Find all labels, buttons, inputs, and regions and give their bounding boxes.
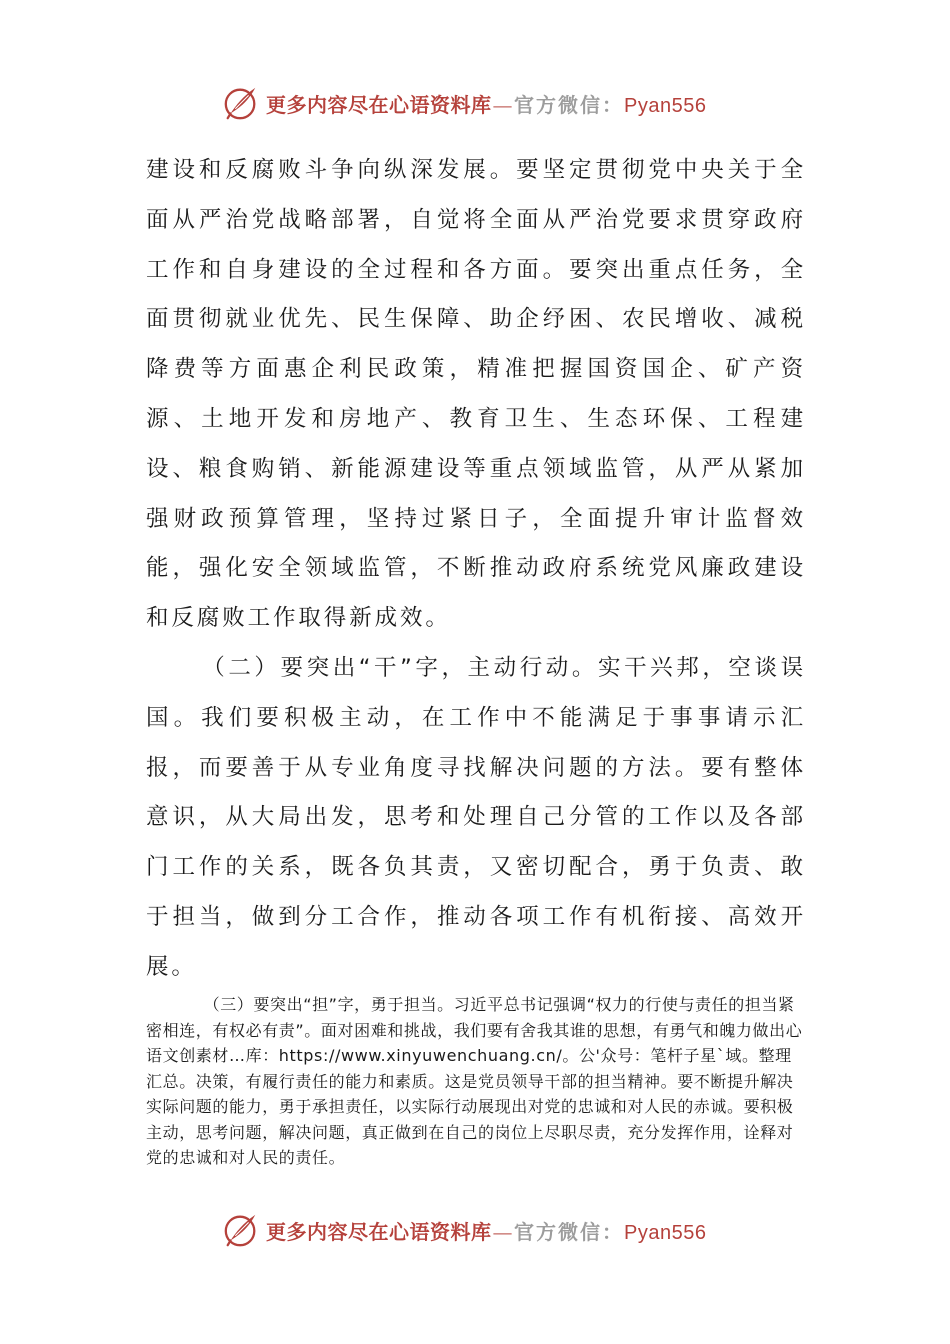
header-banner [222, 83, 722, 123]
official-label: 官方微信： [514, 92, 624, 117]
document-body [146, 146, 806, 993]
footer-banner [222, 1210, 722, 1250]
quill-pen-logo-icon [222, 84, 260, 122]
footer-text [266, 1216, 706, 1245]
site-name: 更多内容尽在心语资料库 [266, 1219, 492, 1244]
wechat-id: Pyan556 [624, 1221, 707, 1244]
wechat-id: Pyan556 [624, 94, 707, 117]
paragraph-3: （三）要突出“担”字，勇于担当。习近平总书记强调“权力的行使与责任的担当紧密相连，有权必有责”。面对困难和挑战，我们要有舍我其谁的思想，有勇气和魄力做出心语文创素材…库：https://www.xinyuwenchuang.cn/。公'众号：笔杆子星`域。整理汇总。决策，有履行责任的能力和素质。这是党员领导干部的担当精神。要不断提升解决实际问题的能力，勇于承担责任，以实际行动展现出对党的忠诚和对人民的赤诚。要积极主动，思考问题，解决问题，真正做到在自己的岗位上尽职尽责，充分发挥作用，诠释对党的忠诚和对人民的责任。 [146, 995, 803, 1167]
separator: — [492, 1219, 513, 1244]
document-body-small [146, 992, 806, 1171]
official-label: 官方微信： [514, 1219, 624, 1244]
separator: — [492, 92, 513, 117]
header-text [266, 89, 706, 118]
paragraph-2: （二）要突出“干”字，主动行动。实干兴邦，空谈误国。我们要积极主动，在工作中不能满足于事事请示汇报，而要善于从专业角度寻找解决问题的方法。要有整体意识，从大局出发，思考和处理自己分管的工作以及各部门工作的关系，既各负其责，又密切配合，勇于负责、敢于担当，做到分工合作，推动各项工作有机衔接、高效开展。 [146, 654, 806, 980]
quill-pen-logo-icon [222, 1211, 260, 1249]
paragraph-1: 建设和反腐败斗争向纵深发展。要坚定贯彻党中央关于全面从严治党战略部署，自觉将全面从严治党要求贯穿政府工作和自身建设的全过程和各方面。要突出重点任务，全面贯彻就业优先、民生保障、助企纾困、农民增收、减税降费等方面惠企利民政策，精准把握国资国企、矿产资源、土地开发和房地产、教育卫生、生态环保、工程建设、粮食购销、新能源建设等重点领域监管，从严从紧加强财政预算管理，坚持过紧日子，全面提升审计监督效能，强化安全领域监管，不断推动政府系统党风廉政建设和反腐败工作取得新成效。 [146, 157, 806, 632]
site-name: 更多内容尽在心语资料库 [266, 92, 492, 117]
